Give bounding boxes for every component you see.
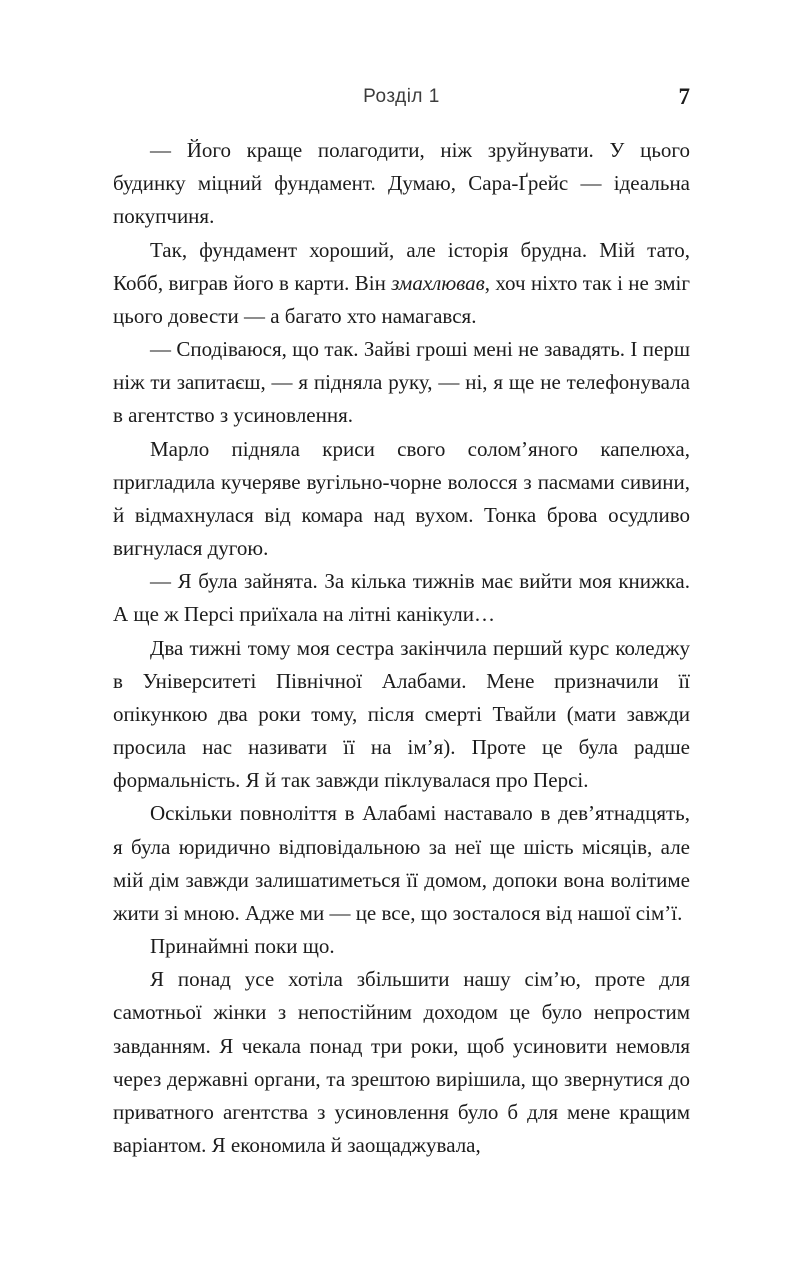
paragraph-text-italic: змахлював bbox=[391, 270, 485, 295]
paragraph-text: Я понад усе хотіла збільшити нашу сім’ю, проте для самотньої жінки з непостійним доходом це було непростим завданням. Я чекала понад три роки, щоб усиновити немовля через державні органи, та зрештою вирішила, що звернутися до приватного агентства з усиновлення було б для мене кращим варіантом. Я економила й заощаджувала, bbox=[113, 967, 690, 1158]
paragraph bbox=[113, 134, 690, 234]
paragraph bbox=[113, 433, 690, 566]
page-number: 7 bbox=[678, 84, 690, 109]
page-body bbox=[113, 134, 690, 1162]
chapter-title: Розділ 1 bbox=[363, 86, 440, 107]
paragraph-text: , хоч ніхто так і не зміг цього довести — а багато хто намагався. bbox=[113, 270, 690, 328]
paragraph-text: — Я була зайнята. За кілька тижнів має вийти моя книжка. А ще ж Персі приїхала на літні канікули… bbox=[113, 569, 690, 627]
paragraph-text: — Сподіваюся, що так. Зайві гроші мені не завадять. І перш ніж ти запитаєш, — я підняла руку, — ні, я ще не телефонувала в агентство з усиновлення. bbox=[113, 337, 690, 428]
paragraph-text: Принаймні поки що. bbox=[150, 934, 335, 959]
paragraph-text: Марло підняла криси свого солом’яного капелюха, пригладила кучеряве вугільно-чорне волосся з пасмами сивини, й відмахнулася від комара над вухом. Тонка брова осудливо вигнулася дугою. bbox=[113, 436, 690, 561]
paragraph bbox=[113, 632, 690, 798]
paragraph bbox=[113, 234, 690, 334]
paragraph-text: Так, фундамент хороший, але історія брудна. Мій тато, Кобб, виграв його в карти. Він bbox=[113, 237, 690, 295]
paragraph-text: Оскільки повноліття в Алабамі наставало в дев’ятнадцять, я була юридично відповідальною за неї ще шість місяців, але мій дім завжди залишатиметься її домом, допоки вона волітиме жити зі мною. Адже ми — це все, що зосталося від нашої сім’ї. bbox=[113, 801, 690, 925]
paragraph bbox=[113, 797, 690, 930]
paragraph-text: — Його краще полагодити, ніж зруйнувати. У цього будинку міцний фундамент. Думаю, Сара-Ґрейс — ідеальна покупчиня. bbox=[113, 138, 690, 229]
paragraph bbox=[113, 930, 690, 963]
paragraph bbox=[113, 333, 690, 433]
paragraph bbox=[113, 565, 690, 631]
paragraph bbox=[113, 963, 690, 1162]
paragraph-text: Два тижні тому моя сестра закінчила перший курс коледжу в Університеті Північної Алабами. Мене призначили її опікункою два роки тому, після смерті Твайли (мати завжди просила нас називати її на ім’я). Проте це була радше формальність. Я й так завжди піклувалася про Персі. bbox=[113, 635, 690, 793]
page-header bbox=[113, 86, 690, 116]
